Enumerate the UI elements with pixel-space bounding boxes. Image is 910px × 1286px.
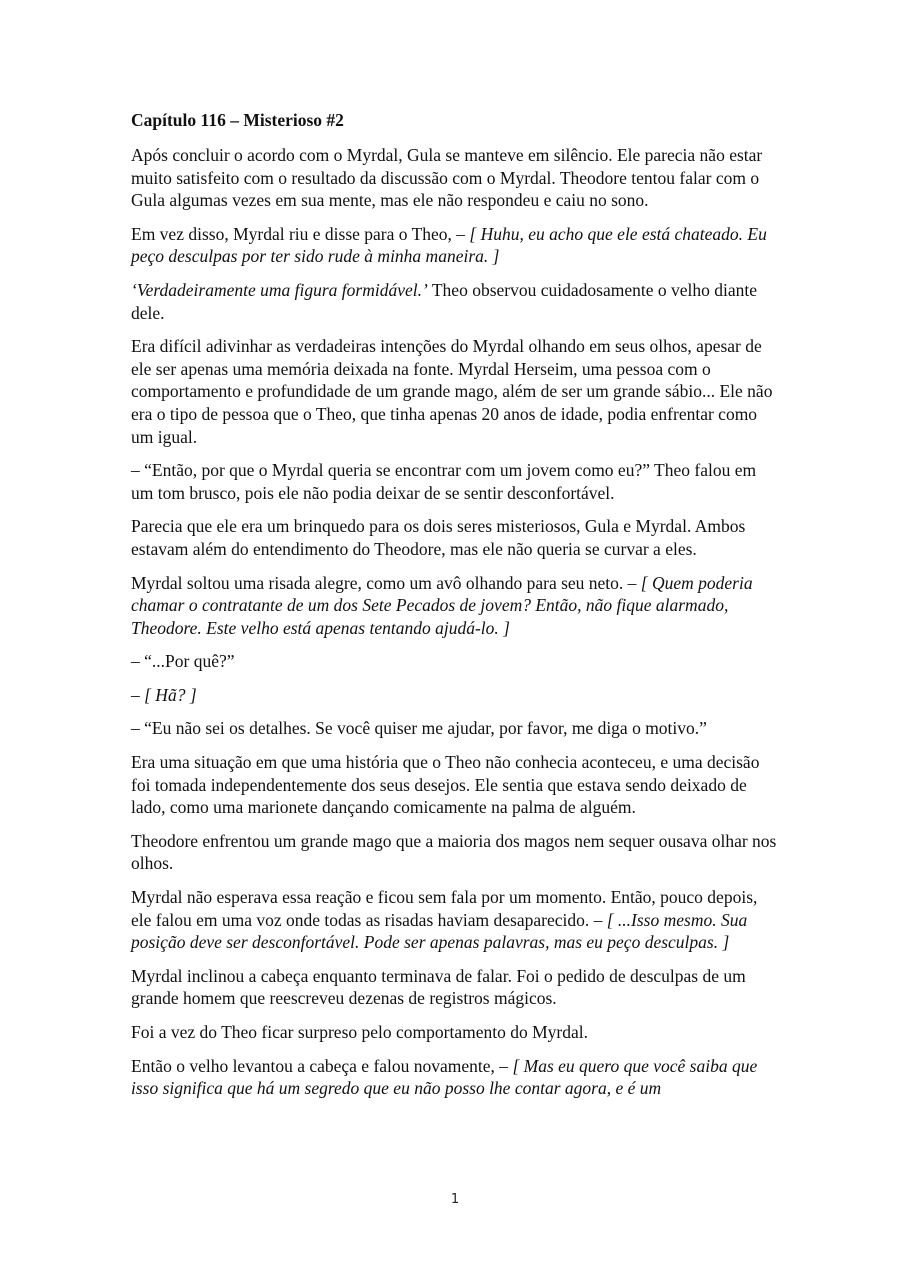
italic-text-segment: [ ...Isso mesmo. Sua posição deve ser desconfortável. Pode ser apenas palavras, mas eu peço desculpas. ] xyxy=(131,909,748,953)
paragraph xyxy=(131,223,781,268)
text-segment: Após concluir o acordo com o Myrdal, Gula se manteve em silêncio. Ele parecia não estar muito satisfeito com o resultado da discussão com o Myrdal. Theodore tentou falar com o Gula algumas vezes em sua mente, mas ele não respondeu e caiu no sono. xyxy=(131,145,763,211)
italic-text-segment: [ Quem poderia chamar o contratante de um dos Sete Pecados de jovem? Então, não fique alarmado, Theodore. Este velho está apenas tentando ajudá-lo. ] xyxy=(131,572,753,638)
text-segment: Myrdal não esperava essa reação e ficou sem fala por um momento. Então, pouco depois, ele falou em uma voz onde todas as risadas haviam desaparecido. – xyxy=(131,887,758,930)
italic-text-segment: [ Mas eu quero que você saiba que isso significa que há um segredo que eu não posso lhe contar agora, e é um xyxy=(131,1055,758,1099)
text-segment: Em vez disso, Myrdal riu e disse para o Theo, – xyxy=(131,223,470,244)
paragraph-list xyxy=(131,144,781,1100)
text-segment: – “Eu não sei os detalhes. Se você quiser me ajudar, por favor, me diga o motivo.” xyxy=(131,718,707,739)
italic-text-segment: [ Hã? ] xyxy=(144,684,197,705)
text-segment: Theodore enfrentou um grande mago que a maioria dos magos nem sequer ousava olhar nos olhos. xyxy=(131,830,777,874)
paragraph xyxy=(131,886,781,954)
paragraph xyxy=(131,1021,781,1044)
text-segment: – “...Por quê?” xyxy=(131,651,235,672)
paragraph xyxy=(131,684,781,707)
paragraph xyxy=(131,144,781,212)
text-segment: Theo observou cuidadosamente o velho diante dele. xyxy=(131,279,757,323)
page-content xyxy=(131,108,781,1111)
text-segment: Era difícil adivinhar as verdadeiras intenções do Myrdal olhando em seus olhos, apesar de ele ser apenas uma memória deixada na fonte. Myrdal Herseim, uma pessoa com o comportamento e profundidade de um grande mago, além de ser um grande sábio... Ele não era o tipo de pessoa que o Theo, que tinha apenas 20 anos de idade, podia enfrentar como um igual. xyxy=(131,336,773,447)
text-segment: – “Então, por que o Myrdal queria se encontrar com um jovem como eu?” Theo falou em um tom brusco, pois ele não podia deixar de se sentir desconfortável. xyxy=(131,460,757,503)
text-segment: Parecia que ele era um brinquedo para os dois seres misteriosos, Gula e Myrdal. Ambos estavam além do entendimento do Theodore, mas ele não queria se curvar a eles. xyxy=(131,516,746,559)
paragraph xyxy=(131,650,781,673)
paragraph xyxy=(131,459,781,504)
italic-text-segment: [ Huhu, eu acho que ele está chateado. Eu peço desculpas por ter sido rude à minha maneira. ] xyxy=(131,223,767,267)
page-number: 1 xyxy=(450,1192,460,1207)
paragraph xyxy=(131,717,781,740)
paragraph xyxy=(131,572,781,640)
text-segment: Myrdal inclinou a cabeça enquanto terminava de falar. Foi o pedido de desculpas de um grande homem que reescreveu dezenas de registros mágicos. xyxy=(131,965,746,1009)
paragraph xyxy=(131,965,781,1010)
paragraph xyxy=(131,751,781,819)
paragraph xyxy=(131,515,781,560)
chapter-title: Capítulo 116 – Misterioso #2 xyxy=(131,110,344,130)
text-segment: Myrdal soltou uma risada alegre, como um avô olhando para seu neto. – xyxy=(131,572,641,593)
text-segment: Então o velho levantou a cabeça e falou novamente, – xyxy=(131,1055,513,1076)
italic-text-segment: ‘Verdadeiramente uma figura formidável.’ xyxy=(131,279,428,300)
paragraph xyxy=(131,279,781,324)
text-segment: – xyxy=(131,684,145,705)
paragraph xyxy=(131,335,781,448)
paragraph xyxy=(131,830,781,875)
text-segment: Foi a vez do Theo ficar surpreso pelo comportamento do Myrdal. xyxy=(131,1022,588,1042)
paragraph xyxy=(131,1055,781,1100)
text-segment: Era uma situação em que uma história que o Theo não conhecia aconteceu, e uma decisão foi tomada independentemente dos seus desejos. Ele sentia que estava sendo deixado de lado, como uma marionete dançando comicamente na palma de alguém. xyxy=(131,752,760,818)
